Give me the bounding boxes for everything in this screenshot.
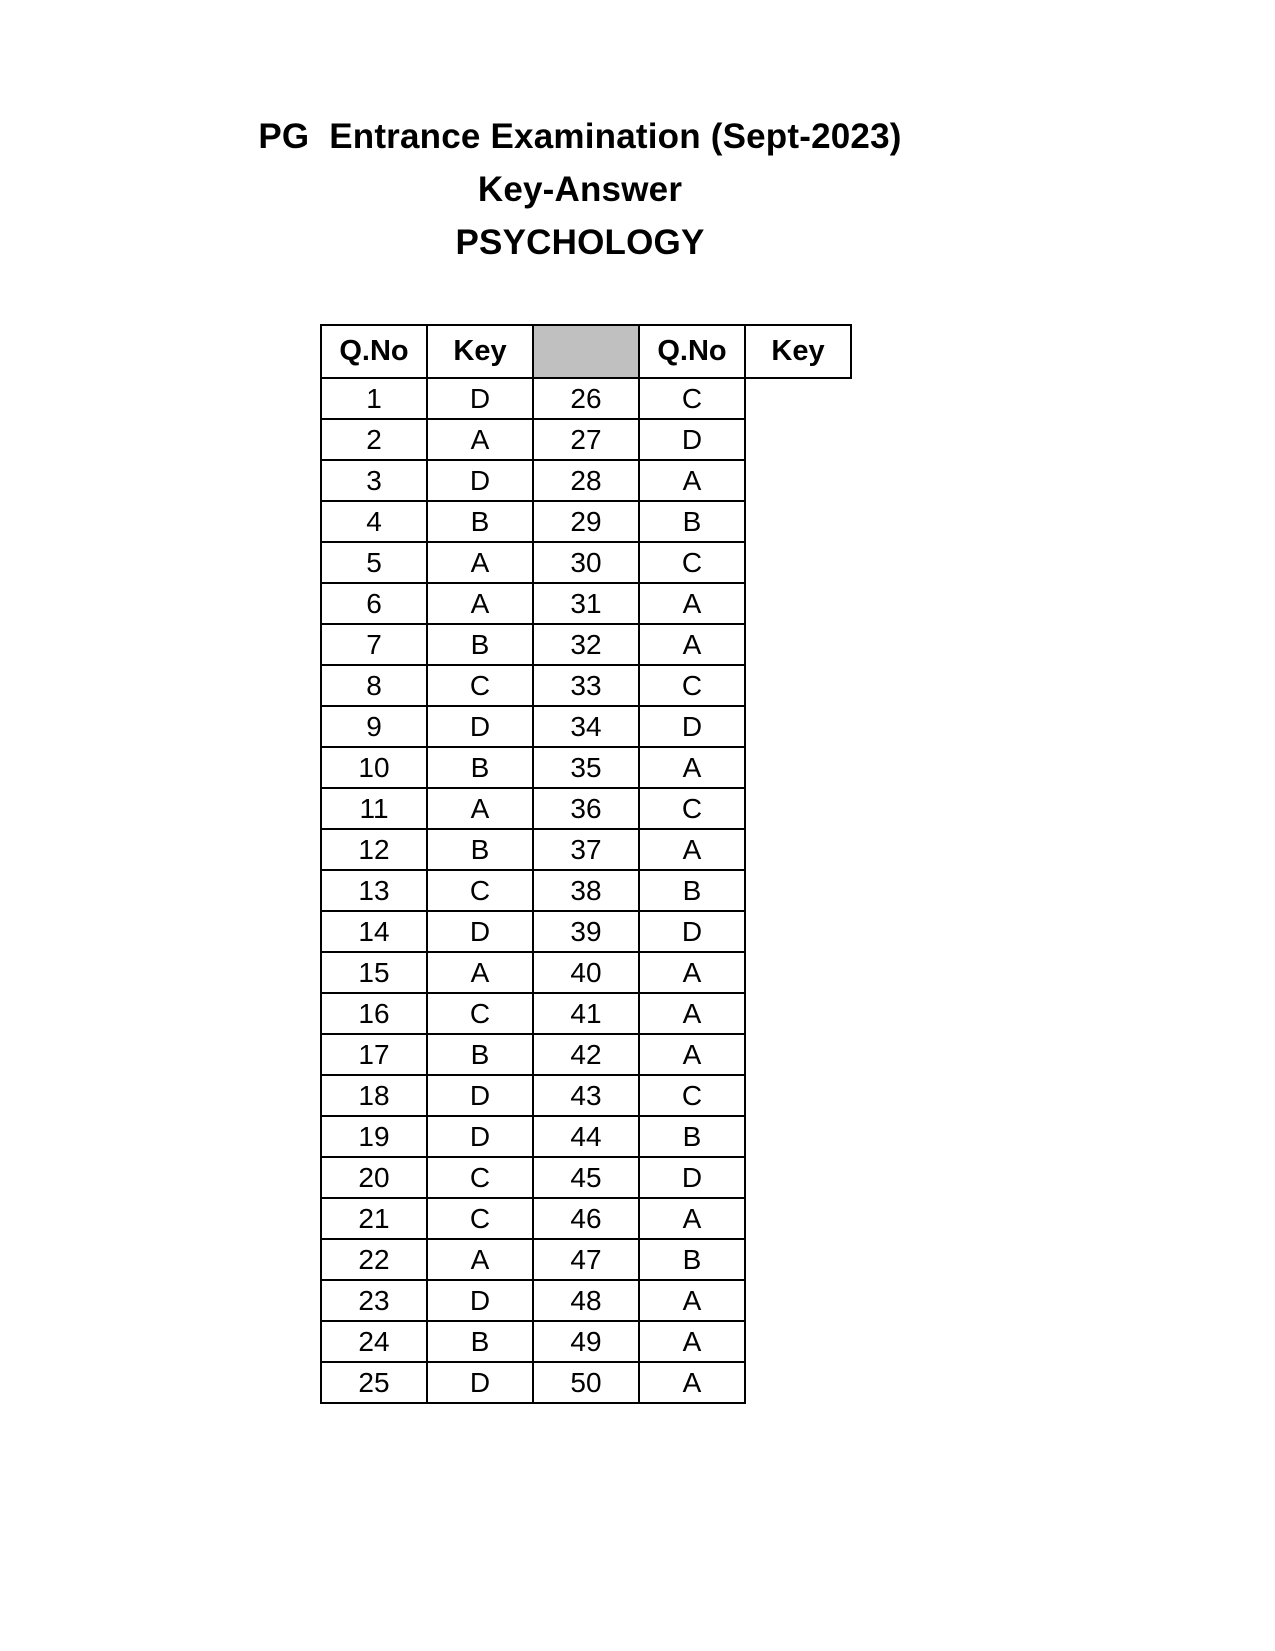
answer-key-cell: C [427,665,533,706]
answer-key-cell: C [639,542,745,583]
question-number-cell: 29 [533,501,639,542]
question-number-cell: 9 [321,706,427,747]
answer-key-cell: D [427,1280,533,1321]
answer-key-cell: A [427,1239,533,1280]
question-number-cell: 10 [321,747,427,788]
answer-key-cell: D [427,911,533,952]
question-number-cell: 3 [321,460,427,501]
question-number-cell: 24 [321,1321,427,1362]
question-number-cell: 41 [533,993,639,1034]
subject-name: PSYCHOLOGY [455,223,705,262]
table-row [321,1198,851,1239]
question-number-cell: 34 [533,706,639,747]
table-row [321,501,851,542]
table-row [321,870,851,911]
question-number-cell: 39 [533,911,639,952]
question-number-cell: 6 [321,583,427,624]
answer-key-cell: B [427,829,533,870]
answer-key-cell: D [427,378,533,419]
answer-key-cell: A [639,747,745,788]
table-row [321,706,851,747]
question-number-cell: 4 [321,501,427,542]
question-number-cell: 48 [533,1280,639,1321]
answer-key-cell: A [427,419,533,460]
grey-separator-column [533,325,639,378]
answer-key-cell: B [427,747,533,788]
answer-key-cell: A [639,829,745,870]
table-row [321,583,851,624]
question-number-cell: 40 [533,952,639,993]
question-number-cell: 22 [321,1239,427,1280]
question-number-cell: 43 [533,1075,639,1116]
answer-key-cell: A [639,1362,745,1403]
question-number-cell: 26 [533,378,639,419]
answer-key-cell: C [639,788,745,829]
question-number-cell: 37 [533,829,639,870]
answer-key-cell: C [427,870,533,911]
question-number-cell: 49 [533,1321,639,1362]
question-number-cell: 30 [533,542,639,583]
answer-key-cell: B [639,870,745,911]
answer-key-cell: B [427,1321,533,1362]
answer-key-cell: B [427,624,533,665]
question-number-cell: 18 [321,1075,427,1116]
question-number-cell: 47 [533,1239,639,1280]
table-row [321,1362,851,1403]
answer-key-cell: A [639,1034,745,1075]
answer-key-cell: A [639,583,745,624]
table-row [321,378,851,419]
question-number-cell: 15 [321,952,427,993]
question-number-cell: 11 [321,788,427,829]
qno-header-right: Q.No [639,325,745,378]
table-row [321,665,851,706]
answer-key-cell: D [639,1157,745,1198]
table-row [321,1034,851,1075]
answer-key-cell: C [427,1198,533,1239]
table-row [321,419,851,460]
question-number-cell: 46 [533,1198,639,1239]
question-number-cell: 12 [321,829,427,870]
question-number-cell: 13 [321,870,427,911]
table-row [321,460,851,501]
table-row [321,829,851,870]
answer-key-cell: A [639,624,745,665]
key-header-right: Key [745,325,851,378]
qno-header-left: Q.No [321,325,427,378]
answer-key-cell: A [639,1280,745,1321]
answer-key-table [320,324,852,1404]
question-number-cell: 7 [321,624,427,665]
question-number-cell: 45 [533,1157,639,1198]
table-row [321,1321,851,1362]
answer-key-cell: C [639,378,745,419]
question-number-cell: 31 [533,583,639,624]
answer-key-cell: D [427,1362,533,1403]
exam-title: PG Entrance Examination (Sept-2023) [258,117,902,156]
answer-key-cell: A [427,542,533,583]
question-number-cell: 16 [321,993,427,1034]
question-number-cell: 17 [321,1034,427,1075]
question-number-cell: 42 [533,1034,639,1075]
question-number-cell: 32 [533,624,639,665]
question-number-cell: 21 [321,1198,427,1239]
document-subtitle: Key-Answer [477,170,683,209]
question-number-cell: 27 [533,419,639,460]
answer-key-cell: C [639,665,745,706]
table-row [321,1157,851,1198]
question-number-cell: 44 [533,1116,639,1157]
question-number-cell: 38 [533,870,639,911]
answer-key-cell: D [427,1075,533,1116]
answer-key-cell: C [427,1157,533,1198]
answer-key-cell: D [427,460,533,501]
answer-key-cell: B [639,1239,745,1280]
table-row [321,952,851,993]
answer-key-cell: D [639,706,745,747]
answer-key-cell: A [639,1198,745,1239]
table-row [321,1239,851,1280]
answer-key-cell: D [639,911,745,952]
question-number-cell: 35 [533,747,639,788]
table-row [321,1280,851,1321]
question-number-cell: 5 [321,542,427,583]
table-row [321,1116,851,1157]
answer-key-cell: D [427,1116,533,1157]
table-row [321,911,851,952]
answer-key-cell: D [427,706,533,747]
table-header-row [321,325,851,378]
answer-key-cell: C [427,993,533,1034]
table-row [321,788,851,829]
question-number-cell: 25 [321,1362,427,1403]
key-header-left: Key [427,325,533,378]
question-number-cell: 23 [321,1280,427,1321]
answer-key-cell: B [639,1116,745,1157]
question-number-cell: 36 [533,788,639,829]
question-number-cell: 14 [321,911,427,952]
answer-key-cell: A [427,952,533,993]
table-row [321,747,851,788]
answer-key-cell: A [639,1321,745,1362]
question-number-cell: 2 [321,419,427,460]
question-number-cell: 33 [533,665,639,706]
table-row [321,624,851,665]
answer-key-cell: A [639,993,745,1034]
question-number-cell: 1 [321,378,427,419]
answer-key-cell: D [639,419,745,460]
answer-key-cell: B [427,501,533,542]
table-row [321,993,851,1034]
question-number-cell: 19 [321,1116,427,1157]
answer-key-cell: A [639,460,745,501]
question-number-cell: 8 [321,665,427,706]
table-row [321,542,851,583]
answer-key-cell: A [427,583,533,624]
answer-key-cell: B [427,1034,533,1075]
question-number-cell: 50 [533,1362,639,1403]
answer-key-cell: A [639,952,745,993]
answer-key-cell: C [639,1075,745,1116]
answer-key-cell: B [639,501,745,542]
question-number-cell: 28 [533,460,639,501]
answer-key-cell: A [427,788,533,829]
table-row [321,1075,851,1116]
answer-rows [321,378,851,1403]
question-number-cell: 20 [321,1157,427,1198]
